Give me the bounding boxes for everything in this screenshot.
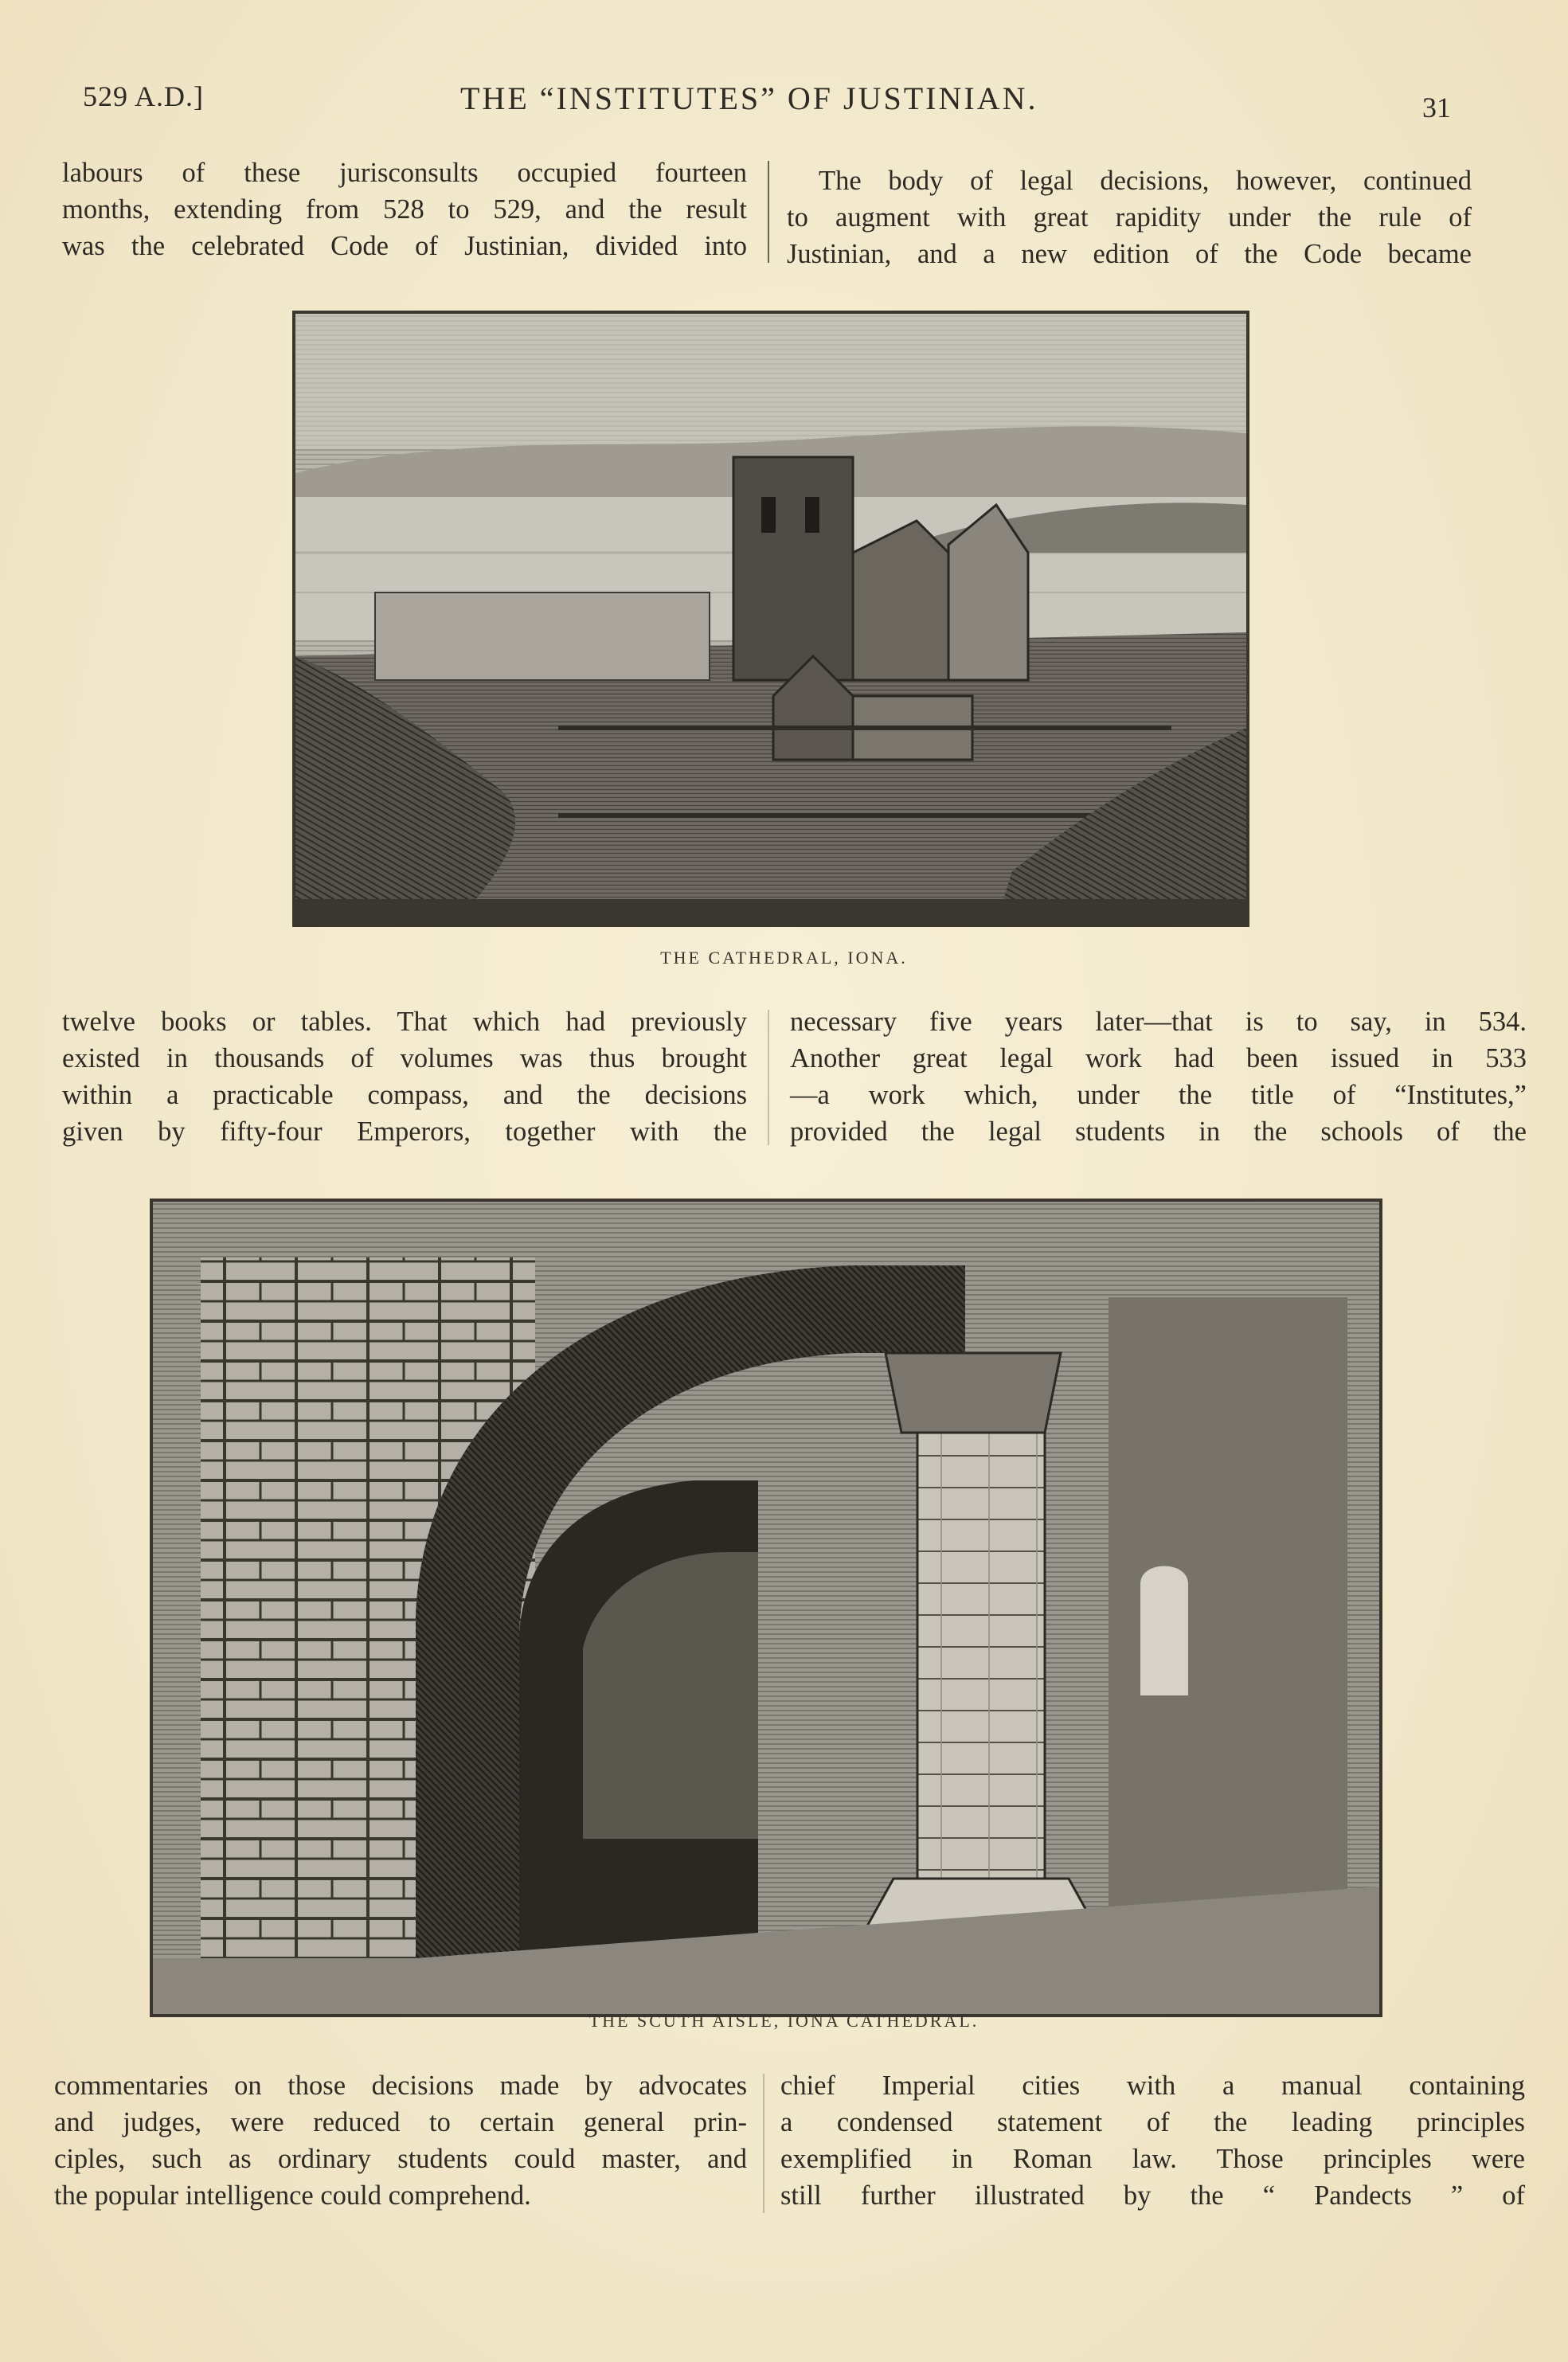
header-date: 529 A.D.] [83, 80, 204, 112]
text-line: labours of these jurisconsults occupied fourteen [62, 158, 747, 188]
text-block-3 [54, 2067, 1525, 2227]
text-line: given by fifty-four Emperors, together with the [62, 1116, 747, 1147]
text-line: Justinian, and a new edition of the Code became [787, 239, 1472, 269]
text-column-right [787, 162, 1472, 272]
text-line: was the celebrated Code of Justinian, divided into [62, 231, 747, 261]
text-line: months, extending from 528 to 529, and the result [62, 194, 747, 225]
cathedral-engraving [292, 311, 1249, 927]
cathedral-illustration [295, 314, 1246, 924]
south-aisle-illustration [153, 1202, 1379, 2014]
column-divider [768, 1010, 769, 1145]
text-column-left [62, 154, 747, 264]
text-column-right [790, 1003, 1527, 1150]
text-line: within a practicable compass, and the decisions [62, 1080, 747, 1110]
text-line: provided the legal students in the schools of the [790, 1116, 1527, 1147]
running-header [0, 80, 1568, 127]
figure-caption-south-aisle: THE SCUTH AISLE, IONA CATHEDRAL. [588, 2011, 980, 2031]
text-line: existed in thousands of volumes was thus brought [62, 1043, 747, 1073]
text-block-1 [62, 154, 1472, 274]
text-line: ciples, such as ordinary students could master, and [54, 2144, 747, 2174]
text-line: the popular intelligence could comprehend. [54, 2180, 531, 2211]
column-divider [768, 161, 769, 263]
text-line: chief Imperial cities with a manual containing [780, 2071, 1525, 2101]
text-line: Another great legal work had been issued in 533 [790, 1043, 1527, 1073]
text-line: twelve books or tables. That which had previously [62, 1007, 747, 1037]
text-line: —a work which, under the title of “Institutes,” [790, 1080, 1527, 1110]
text-line: commentaries on those decisions made by advocates [54, 2071, 747, 2101]
page-number: 31 [1422, 92, 1451, 123]
text-line: and judges, were reduced to certain general prin- [54, 2107, 747, 2137]
text-line: exemplified in Roman law. Those principles were [780, 2144, 1525, 2174]
header-title: THE “INSTITUTES” OF JUSTINIAN. [460, 80, 1038, 116]
text-column-right [780, 2067, 1525, 2214]
text-line: a condensed statement of the leading principles [780, 2107, 1525, 2137]
figure-caption-cathedral: THE CATHEDRAL, IONA. [660, 948, 908, 968]
text-line: The body of legal decisions, however, continued [819, 166, 1472, 196]
text-block-2 [62, 1003, 1527, 1163]
text-column-left [54, 2067, 747, 2214]
text-line: to augment with great rapidity under the rule of [787, 202, 1472, 233]
text-line: still further illustrated by the “ Pandects ” of [780, 2180, 1525, 2211]
text-line: necessary five years later—that is to say, in 534. [790, 1007, 1527, 1037]
text-column-left [62, 1003, 747, 1150]
south-aisle-engraving [150, 1199, 1382, 2017]
column-divider [763, 2074, 764, 2213]
